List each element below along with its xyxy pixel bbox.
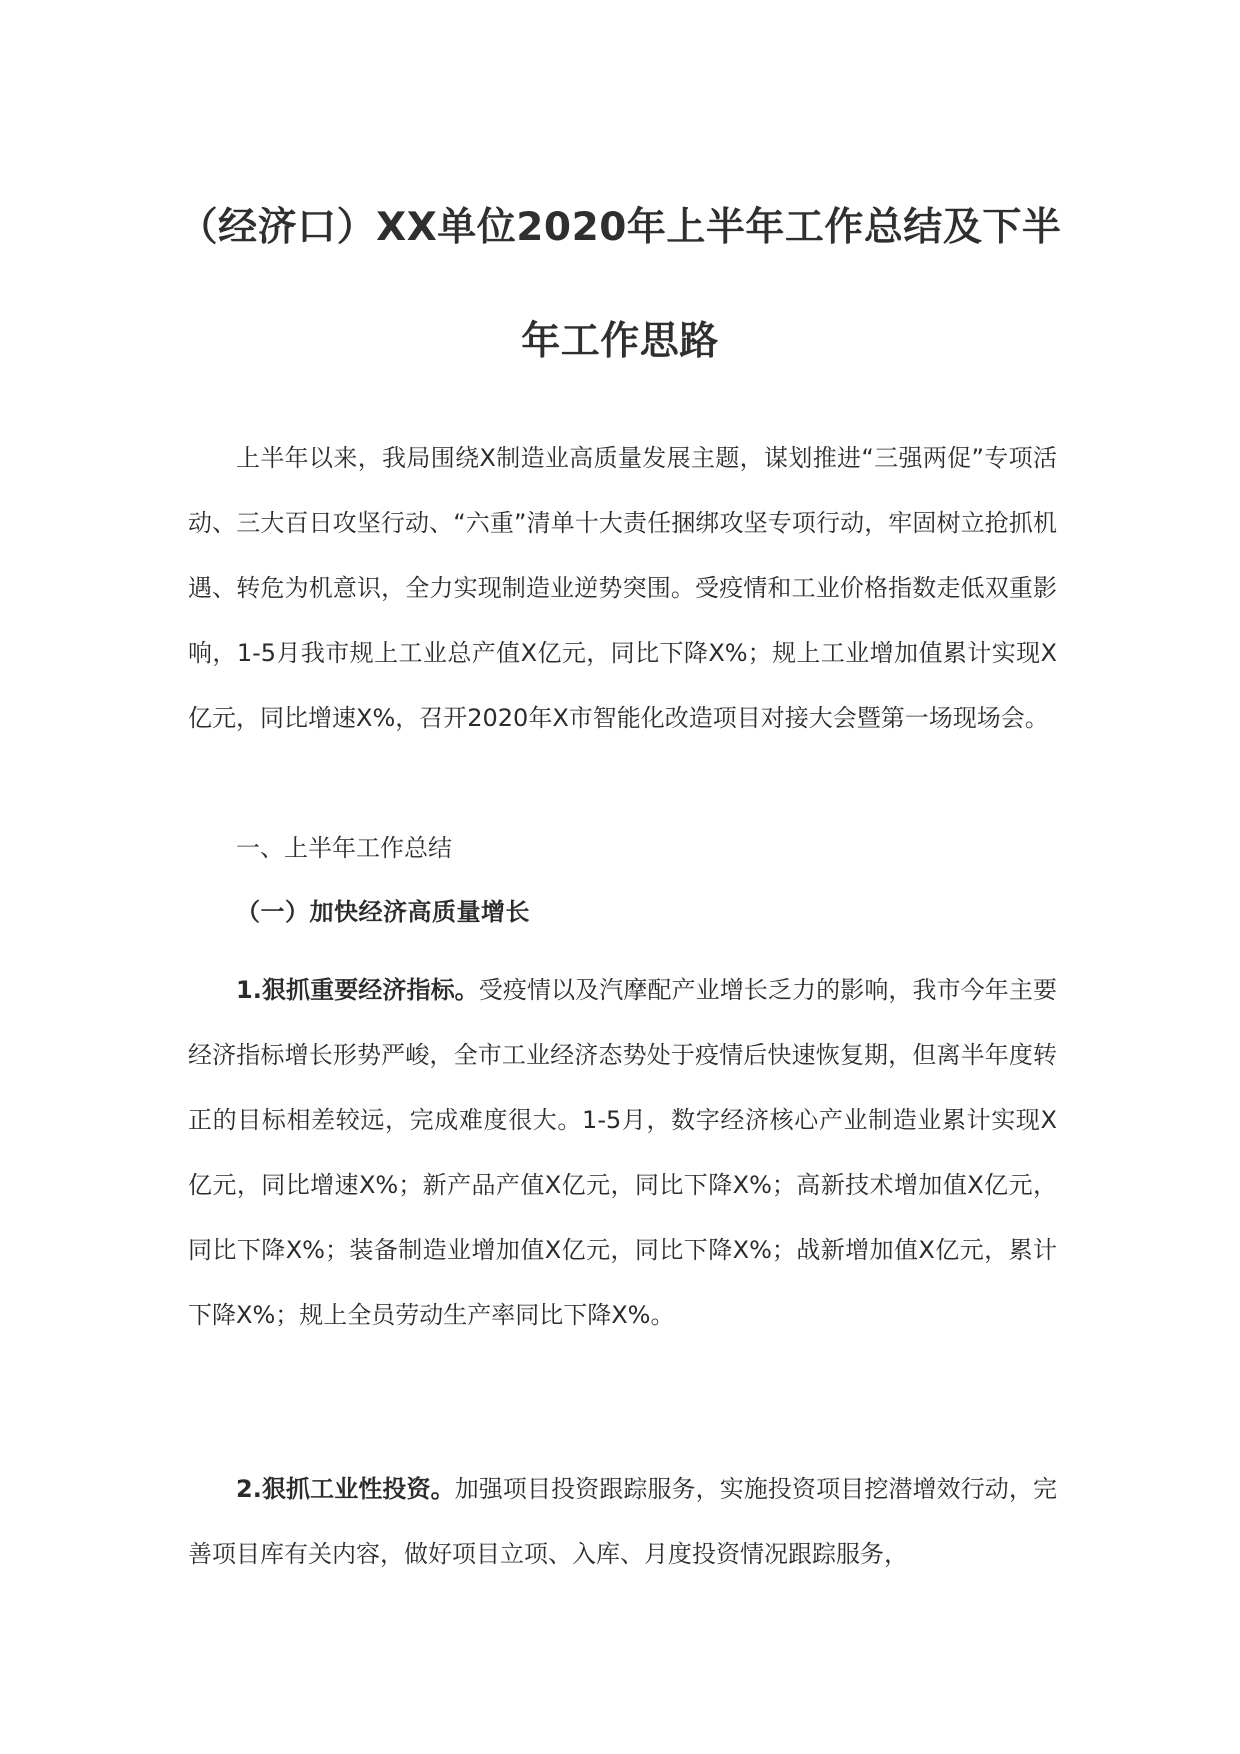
item-1-lead: 1.狠抓重要经济指标。 bbox=[236, 976, 479, 1004]
item-1-text: 受疫情以及汽摩配产业增长乏力的影响，我市今年主要经济指标增长形势严峻，全市工业经济态势处于疫情后快速恢复期，但离半年度转正的目标相差较远，完成难度很大。1-5月，数字经济核心产业制造业累计实现X亿元，同比增速X%；新产品产值X亿元，同比下降X%；高新技术增加值X亿元，同比下降X%；装备制造业增加值X亿元，同比下降X%；战新增加值X亿元，累计下降X%；规上全员劳动生产率同比下降X%。 bbox=[188, 976, 1057, 1329]
item-1-paragraph bbox=[188, 958, 1057, 1348]
subsection-heading: （一）加快经济高质量增长 bbox=[236, 898, 530, 926]
item-2-lead: 2.狠抓工业性投资。 bbox=[236, 1475, 455, 1503]
document-title-line-1: （经济口）XX单位2020年上半年工作总结及下半 bbox=[178, 205, 1062, 250]
item-2-text: 加强项目投资跟踪服务，实施投资项目挖潜增效行动，完善项目库有关内容，做好项目立项、入库、月度投资情况跟踪服务， bbox=[188, 1475, 1057, 1568]
section-heading: 一、上半年工作总结 bbox=[236, 834, 452, 862]
item-2-paragraph bbox=[188, 1457, 1057, 1587]
document-title-line-2: 年工作思路 bbox=[521, 319, 719, 364]
intro-paragraph: 上半年以来，我局围绕X制造业高质量发展主题，谋划推进“三强两促”专项活动、三大百日攻坚行动、“六重”清单十大责任捆绑攻坚专项行动，牢固树立抢抓机遇、转危为机意识，全力实现制造业逆势突围。受疫情和工业价格指数走低双重影响，1-5月我市规上工业总产值X亿元，同比下降X%；规上工业增加值累计实现X亿元，同比增速X%，召开2020年X市智能化改造项目对接大会暨第一场现场会。 bbox=[188, 444, 1057, 732]
